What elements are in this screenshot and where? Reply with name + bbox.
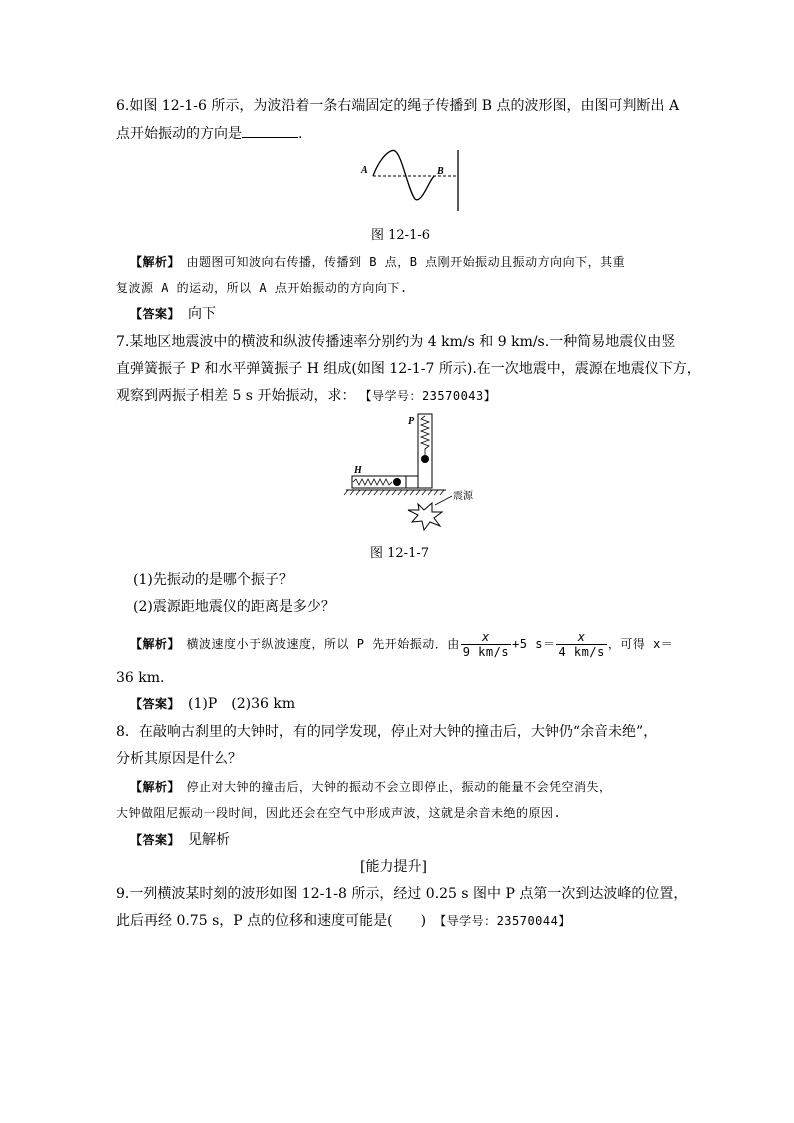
q7-analysis-1-text: 横波速度小于纵波速度，所以 P 先开始振动．由: [186, 637, 460, 651]
q7-answer: [130, 694, 295, 714]
q8-analysis-1-text: 停止对大钟的撞击后，大钟的振动不会立即停止，振动的能量不会凭空消失，: [186, 780, 612, 794]
q8-answer: [130, 830, 230, 850]
caption-12-1-7: 图 12-1-7: [370, 546, 430, 561]
fraction-1: [461, 630, 511, 659]
answer-tag: 【答案】: [130, 307, 175, 321]
q7-analysis-1-end: ，可得 x＝: [607, 637, 674, 651]
q8-analysis-2: 大钟做阻尼振动一段时间，因此还会在空气中形成声波，这就是余音未绝的原因.: [116, 806, 562, 820]
q6-line-2-end: .: [298, 126, 303, 142]
q7-line-1: 7.某地区地震波中的横波和纵波传播速率分别约为 4 km/s 和 9 km/s.一种简易地震仪由竖: [116, 334, 676, 350]
vertical-mass: [421, 455, 429, 463]
q9-line-1: 9.一列横波某时刻的波形如图 12-1-8 所示，经过 0.25 s 图中 P 点第一次到达波峰的位置，: [116, 886, 688, 902]
q8-line-2: 分析其原因是什么？: [116, 751, 242, 767]
caption-12-1-6: 图 12-1-6: [371, 228, 431, 243]
q6-analysis-1: [130, 252, 625, 272]
horizontal-box: [352, 476, 418, 488]
answer-tag: 【答案】: [130, 697, 175, 711]
label-source: 震源: [453, 491, 473, 502]
fraction-2-den: 4 km/s: [558, 645, 605, 659]
q7-analysis-1: [130, 626, 673, 662]
q6-analysis-1-text: 由题图可知波向右传播，传播到 B 点，B 点刚开始振动且振动方向向下，其重: [186, 255, 626, 269]
horizontal-spring: [353, 479, 392, 485]
answer-blank: [242, 125, 298, 138]
q6-line-2-text: 点开始振动的方向是: [116, 126, 242, 142]
q8-line-1: 8．在敲响古刹里的大钟时，有的同学发现，停止对大钟的撞击后，大钟仍“余音未绝”，: [116, 724, 658, 740]
q8-answer-text: 见解析: [188, 832, 231, 848]
q7-line-2: 直弹簧振子 P 和水平弹簧振子 H 组成(如图 12-1-7 所示).在一次地震中，震源在地震仪下方，: [116, 361, 701, 377]
guide-number: 【导学号：23570043】: [365, 389, 497, 403]
fraction-1-den: 9 km/s: [462, 645, 510, 659]
q6-analysis-2: 复波源 A 的运动，所以 A 点开始振动的方向向下.: [116, 281, 408, 295]
q7-answer-text: (1)P (2)36 km: [188, 696, 296, 712]
ground-hatch: [344, 490, 444, 495]
analysis-tag: 【解析】: [130, 255, 175, 269]
q8-analysis-1: [130, 777, 612, 797]
fraction-1-num: x: [482, 630, 490, 644]
q7-sub-2: (2)震源距地震仪的距离是多少？: [133, 599, 335, 615]
label-h: H: [354, 465, 362, 476]
vertical-spring: [421, 416, 429, 455]
plus-term: +5 s＝: [512, 637, 556, 651]
q6-answer: [130, 304, 216, 324]
q7-line-3: [116, 386, 496, 406]
q6-answer-text: 向下: [188, 306, 217, 322]
horizontal-mass: [393, 478, 401, 486]
q7-sub-1: (1)先振动的是哪个振子？: [133, 572, 293, 588]
q6-line-1: 6.如图 12-1-6 所示，为波沿着一条右端固定的绳子传播到 B 点的波形图，由图可判断出 A: [116, 98, 680, 114]
label-p: P: [408, 416, 415, 427]
fraction-2: [556, 630, 606, 659]
q7-line-3-text: 观察到两振子相差 5 s 开始振动，求：: [116, 388, 356, 404]
label-a: A: [361, 165, 368, 176]
q7-analysis-2: 36 km.: [116, 670, 165, 686]
source-pointer: [435, 496, 452, 505]
answer-tag: 【答案】: [130, 833, 175, 847]
quake-burst: [408, 503, 442, 530]
figure-12-1-7: [340, 406, 490, 534]
wave-curve: [373, 150, 435, 199]
q6-line-2: [116, 124, 302, 144]
q9-line-2-text: 此后再经 0.75 s，P 点的位移和速度可能是( ): [116, 913, 427, 929]
guide-number: 【导学号：23570044】: [434, 914, 571, 928]
section-heading: [能力提升]: [360, 859, 427, 875]
label-b: B: [437, 166, 444, 177]
analysis-tag: 【解析】: [130, 780, 175, 794]
fraction-2-num: x: [577, 630, 586, 644]
q9-line-2: [116, 911, 571, 931]
analysis-tag: 【解析】: [130, 637, 175, 651]
figure-12-1-6: [355, 145, 465, 215]
